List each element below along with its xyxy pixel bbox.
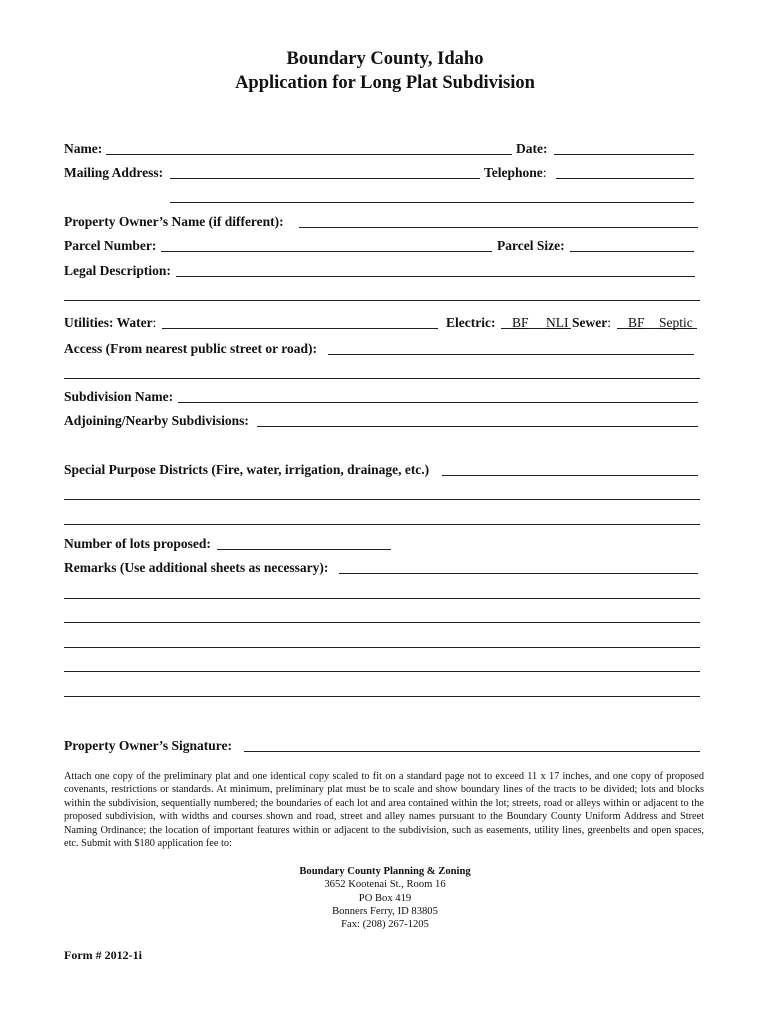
date-field-line[interactable] [554,154,694,155]
parcel-number-field-line[interactable] [161,251,492,252]
remarks-line-2[interactable] [64,598,700,599]
access-field-line[interactable] [328,354,694,355]
special-districts-field-line[interactable] [442,475,698,476]
lots-proposed-label: Number of lots proposed: [64,536,211,551]
special-districts-line-2[interactable] [64,499,700,500]
title-county: Boundary County, Idaho [286,49,484,69]
adjoining-subdivisions-label: Adjoining/Nearby Subdivisions: [64,413,249,428]
form-number: Form # 2012-1i [64,948,142,962]
instructions-paragraph: Attach one copy of the preliminary plat and one identical copy scaled to fit on a standard page not to exceed 11 x 17 inches, and one copy of proposed covenants, restrictions or standards. At minimum, preliminary plat must be to scale and show boundary lines of the tracts to be divided; lots and blocks within the subdivision, sequentially numbered; the boundaries of each lot and area contained within the lot; streets, road or alleys within or adjacent to the proposed subdivision, with widths and courses shown and road, street and alley names pursuant to the Boundary County Uniform Address and Street Naming Ordinance; the location of important features within or adjacent to the subdivision, such as easements, utility lines, greenbelts and open spaces, etc. Submit with $180 application fee to: [64,771,704,850]
owner-name-label: Property Owner’s Name (if different): [64,214,284,229]
parcel-size-field-line[interactable] [570,251,694,252]
legal-description-line-2[interactable] [64,300,700,301]
utilities-water-label: Utilities: Water: [64,315,157,330]
remarks-line-5[interactable] [64,671,700,672]
mailing-address-field-line[interactable] [170,178,480,179]
mailing-address-label: Mailing Address: [64,165,164,180]
telephone-label: Telephone: [484,165,547,180]
date-label: Date: [516,141,548,156]
electric-option-nli[interactable]: NLI [546,315,569,330]
remarks-line-3[interactable] [64,622,700,623]
office-name: Boundary County Planning & Zoning [299,866,471,877]
office-street: 3652 Kootenai St., Room 16 [324,879,446,891]
mailing-address-line-2[interactable] [170,202,694,203]
water-field-line[interactable] [162,328,438,329]
name-label: Name: [64,141,103,156]
legal-description-field-line[interactable] [176,276,695,277]
parcel-size-label: Parcel Size: [497,238,565,253]
parcel-number-label: Parcel Number: [64,238,157,253]
remarks-line-4[interactable] [64,647,700,648]
subdivision-name-field-line[interactable] [178,402,698,403]
access-line-2[interactable] [64,378,700,379]
special-districts-line-3[interactable] [64,524,700,525]
legal-description-label: Legal Description: [64,263,171,278]
office-po-box: PO Box 419 [358,892,412,904]
signature-label: Property Owner’s Signature: [64,738,232,753]
sewer-option-bf[interactable]: BF [628,315,645,330]
telephone-field-line[interactable] [556,178,694,179]
sewer-option-septic[interactable]: Septic [659,315,693,330]
sewer-label: Sewer: [572,315,611,330]
title-application: Application for Long Plat Subdivision [235,73,535,93]
remarks-label: Remarks (Use additional sheets as necessary): [64,560,329,575]
office-address [0,865,770,931]
signature-field-line[interactable] [244,751,700,752]
electric-option-bf[interactable]: BF [512,315,529,330]
name-field-line[interactable] [106,154,512,155]
adjoining-subdivisions-field-line[interactable] [257,426,698,427]
office-fax: Fax: (208) 267-1205 [341,919,429,931]
remarks-field-line[interactable] [339,573,698,574]
lots-proposed-field-line[interactable] [217,549,391,550]
subdivision-name-label: Subdivision Name: [64,389,174,404]
electric-label: Electric: [446,315,496,330]
special-districts-label: Special Purpose Districts (Fire, water, irrigation, drainage, etc.) [64,462,430,477]
owner-name-field-line[interactable] [299,227,698,228]
office-city: Bonners Ferry, ID 83805 [332,905,438,917]
remarks-line-6[interactable] [64,696,700,697]
access-label: Access (From nearest public street or road): [64,341,317,356]
